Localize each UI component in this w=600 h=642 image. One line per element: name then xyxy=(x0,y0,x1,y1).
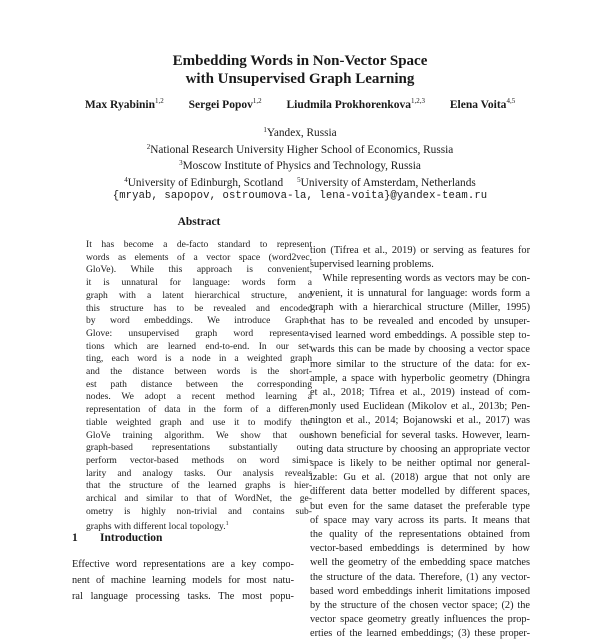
abstract-line: graph-based representations substantially out- xyxy=(86,442,312,454)
affiliation-line xyxy=(0,174,600,191)
body-line: monly used Euclidean (Mikolov et al., 2013b; Pen- xyxy=(310,401,530,413)
affiliation-mark: 4 xyxy=(124,175,128,184)
abstract-line: this structure has to be revealed and encoded xyxy=(86,302,312,314)
abstract-line: nodes. We adopt a recent method learning a xyxy=(86,391,312,403)
body-line: vector space geometry greatly influences the prop- xyxy=(310,614,530,626)
affiliation-text: Moscow Institute of Physics and Technology, Russia xyxy=(182,160,421,173)
abstract-line: and the distance between words is the short- xyxy=(86,366,312,378)
author xyxy=(286,97,425,111)
abstract-line: est path distance between the corresponding xyxy=(86,378,312,390)
affiliation-text: National Research University Higher School of Economics, Russia xyxy=(150,143,454,156)
affiliation-text: University of Amsterdam, Netherlands xyxy=(300,176,476,189)
body-line: that has to be revealed and encoded by unsuper- xyxy=(310,316,530,328)
affiliation-line xyxy=(0,157,600,174)
introduction-body xyxy=(72,557,294,604)
body-line: space is likely to be neither optimal nor general- xyxy=(310,458,530,470)
author-list xyxy=(0,97,600,111)
body-line: by the structure of the chosen vector space; (2) the xyxy=(310,600,530,612)
body-line: the quality of the representations obtained from xyxy=(310,529,530,541)
abstract-line: archical and similar to that of WordNet, the ge- xyxy=(86,493,312,505)
author xyxy=(189,97,262,111)
abstract-line: Glove: unsupervised graph word representa- xyxy=(86,327,312,339)
affiliation-mark: 1 xyxy=(263,126,267,134)
author xyxy=(85,97,164,111)
abstract-line: ting, each word is a node in a weighted graph xyxy=(86,353,312,365)
abstract-line: ometry is highly non-trivial and contains sub- xyxy=(86,505,312,517)
abstract-line: GloVe). While this approach is convenient, xyxy=(86,264,312,276)
abstract-line: representation of data in the form of a differen- xyxy=(86,404,312,416)
abstract-line: It has become a de-facto standard to represent xyxy=(86,239,312,250)
body-line: izable: Gu et al. (2018) argue that not only are xyxy=(310,472,530,484)
section-heading-introduction xyxy=(72,532,162,544)
section-number: 1 xyxy=(72,532,78,544)
affiliations xyxy=(0,124,600,204)
affiliation-mark: 5 xyxy=(297,175,301,184)
abstract-line: GloVe training algorithm. We show that our xyxy=(86,429,312,441)
body-line: ample, a space with hyperbolic geometry (Dhingra xyxy=(310,372,530,384)
right-column-body xyxy=(310,244,530,642)
affiliation-line xyxy=(0,141,600,158)
abstract-line: perform vector-based methods on word simi- xyxy=(86,454,312,466)
abstract-line: tiable weighted graph and use it to modify the xyxy=(86,416,312,428)
author-affiliation-mark: 4,5 xyxy=(506,97,516,105)
affiliation-line xyxy=(0,124,600,141)
abstract-heading: Abstract xyxy=(177,216,221,228)
abstract-body xyxy=(86,239,312,534)
body-line: more similar to the structure of the data: for ex- xyxy=(310,358,530,370)
author xyxy=(450,97,515,111)
body-line: shown beneficial for several tasks. However, learn- xyxy=(310,429,530,441)
paper-title-line-1: Embedding Words in Non-Vector Space xyxy=(172,53,428,69)
author-affiliation-mark: 1,2 xyxy=(252,97,262,105)
body-line: different data better modelled by different spaces, xyxy=(310,486,530,498)
affiliation-mark: 3 xyxy=(179,159,183,168)
author-name: Max Ryabinin xyxy=(84,99,156,111)
affiliation-text: Yandex, Russia xyxy=(266,127,337,139)
body-line: vised learned word embeddings. A possible step to- xyxy=(310,330,530,342)
body-line: but even for the same dataset the preferable type xyxy=(310,500,530,512)
author-name: Sergei Popov xyxy=(188,99,253,111)
footnote-mark[interactable]: 1 xyxy=(225,521,229,528)
abstract-line: tions which are learned end-to-end. In our set- xyxy=(86,340,312,352)
abstract-line: that the structure of the learned graphs is hier- xyxy=(86,480,312,492)
body-line: wards this can be made by choosing a vector space xyxy=(310,344,530,356)
abstract-line: words as elements of a vector space (word2vec, xyxy=(86,251,312,263)
affiliation-text: University of Edinburgh, Scotland xyxy=(127,176,284,189)
body-line: et al., 2018; Tifrea et al., 2019) instead of com- xyxy=(310,387,530,399)
body-line: ing data structure by choosing an appropriate vector xyxy=(310,443,530,455)
abstract-line: larity and analogy tasks. Our analysis reveals xyxy=(86,467,312,479)
body-line: venient, it is unnatural for language: words form a xyxy=(310,287,530,299)
abstract-line: by word embeddings. We introduce Graph- xyxy=(86,315,312,327)
author-emails[interactable]: {mryab, sapopov, ostroumova-la, lena-voita}@yandex-team.ru xyxy=(112,190,488,203)
abstract-line: it is unnatural for language: words form a xyxy=(86,277,312,289)
body-line: based word embeddings inherit limitations imposed xyxy=(310,585,530,597)
abstract-line: graphs with different local topology. xyxy=(86,521,226,533)
body-line: well the geometry of the embedding space matches xyxy=(310,557,530,569)
body-line: graph with a hierarchical structure (Miller, 1995) xyxy=(310,301,530,313)
body-line: nington et al., 2014; Bojanowski et al., 2017) was xyxy=(310,415,530,427)
body-line: of space may vary across its parts. It means that xyxy=(310,514,530,526)
paper-title xyxy=(0,52,600,88)
affiliation-mark: 2 xyxy=(146,142,151,151)
body-line: While representing words as vectors may be con- xyxy=(310,273,530,285)
author-affiliation-mark: 1,2 xyxy=(155,97,164,105)
author-name: Elena Voita xyxy=(449,99,507,111)
body-line: vector-based embeddings is determined by how xyxy=(310,543,530,555)
body-line: the structure of the data. Therefore, (1) any vector- xyxy=(310,571,530,583)
section-title: Introduction xyxy=(100,532,163,544)
body-line: tion (Tifrea et al., 2019) or serving as features for xyxy=(310,245,530,256)
paper-title-line-2: with Unsupervised Graph Learning xyxy=(185,71,415,87)
author-name: Liudmila Prokhorenkova xyxy=(286,99,411,111)
body-line: erties of the learned embeddings; (3) these proper- xyxy=(310,628,530,640)
body-line: Effective word representations are a key compo- xyxy=(72,559,294,570)
body-line: supervised learning problems. xyxy=(310,259,434,271)
body-line: ral language processing tasks. The most popu- xyxy=(72,590,294,602)
author-affiliation-mark: 1,2,3 xyxy=(411,97,425,105)
abstract-line: graph with a latent hierarchical structure, and xyxy=(86,289,312,301)
body-line: nent of machine learning models for most natu- xyxy=(72,574,294,586)
